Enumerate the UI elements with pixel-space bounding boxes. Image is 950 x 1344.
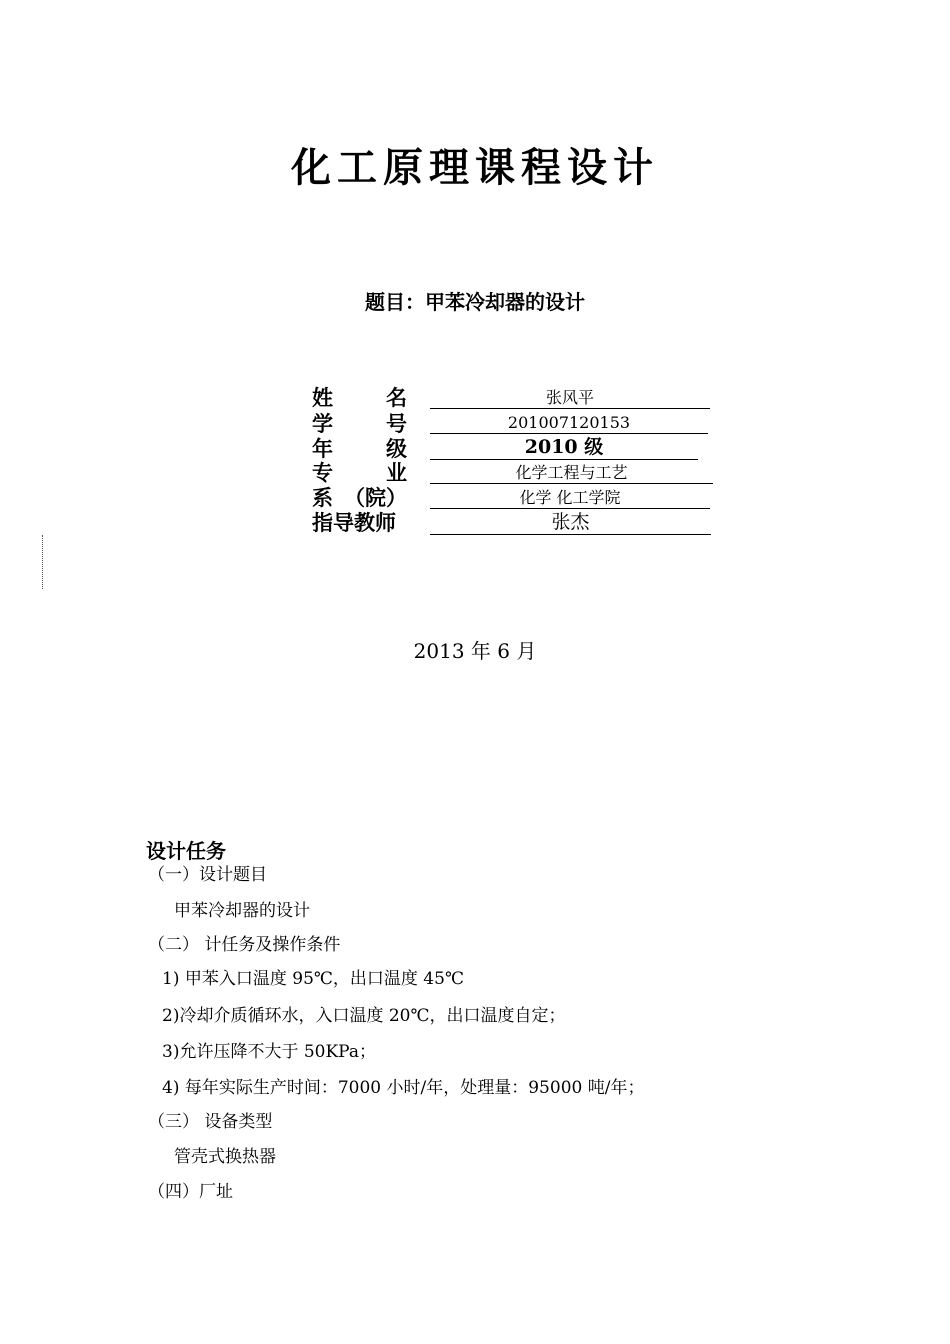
label-char: 号 xyxy=(386,412,407,436)
label-char: 年 xyxy=(312,437,333,461)
document-title: 化工原理课程设计 xyxy=(291,145,659,191)
label-char: 姓 xyxy=(312,386,333,410)
label-major xyxy=(312,461,407,485)
task-item-text: 甲苯冷却器的设计 xyxy=(174,901,310,921)
field-name: 张风平 xyxy=(430,388,710,409)
field-grade: 2010 级 xyxy=(430,436,698,460)
binding-margin-mark xyxy=(42,535,43,589)
label-char: 学 xyxy=(312,412,333,436)
label-char: 业 xyxy=(386,461,407,485)
label-advisor: 指导教师 xyxy=(312,511,396,535)
label-char: 系 xyxy=(312,486,333,510)
task-item-heading: （四）厂址 xyxy=(148,1182,233,1202)
field-major: 化学工程与工艺 xyxy=(430,463,713,484)
label-char: 名 xyxy=(386,386,407,410)
task-item-heading: （三） 设备类型 xyxy=(148,1112,273,1132)
section-heading: 设计任务 xyxy=(146,839,226,863)
label-grade xyxy=(312,437,407,461)
label-student-id xyxy=(312,412,407,436)
task-item-text: 3)允许压降不大于 50KPa； xyxy=(162,1042,376,1062)
label-name xyxy=(312,386,407,410)
label-char: 级 xyxy=(386,437,407,461)
field-department: 化学 化工学院 xyxy=(430,488,710,509)
task-item-text: 1) 甲苯入口温度 95℃，出口温度 45℃ xyxy=(162,969,464,989)
field-advisor: 张杰 xyxy=(430,511,711,535)
document-date: 2013 年 6 月 xyxy=(413,639,537,663)
task-item-heading: （二） 计任务及操作条件 xyxy=(148,935,341,955)
label-department xyxy=(312,486,407,510)
label-char: 专 xyxy=(312,461,333,485)
task-item-heading: （一）设计题目 xyxy=(148,865,267,885)
design-subject: 题目：甲苯冷却器的设计 xyxy=(365,290,585,314)
field-student-id: 201007120153 xyxy=(430,413,708,434)
task-item-text: 管壳式换热器 xyxy=(174,1147,276,1167)
task-item-text: 2)冷却介质循环水，入口温度 20℃，出口温度自定； xyxy=(162,1006,566,1026)
task-item-text: 4) 每年实际生产时间：7000 小时/年，处理量：95000 吨/年； xyxy=(162,1078,645,1098)
label-char: （院） xyxy=(344,486,407,510)
